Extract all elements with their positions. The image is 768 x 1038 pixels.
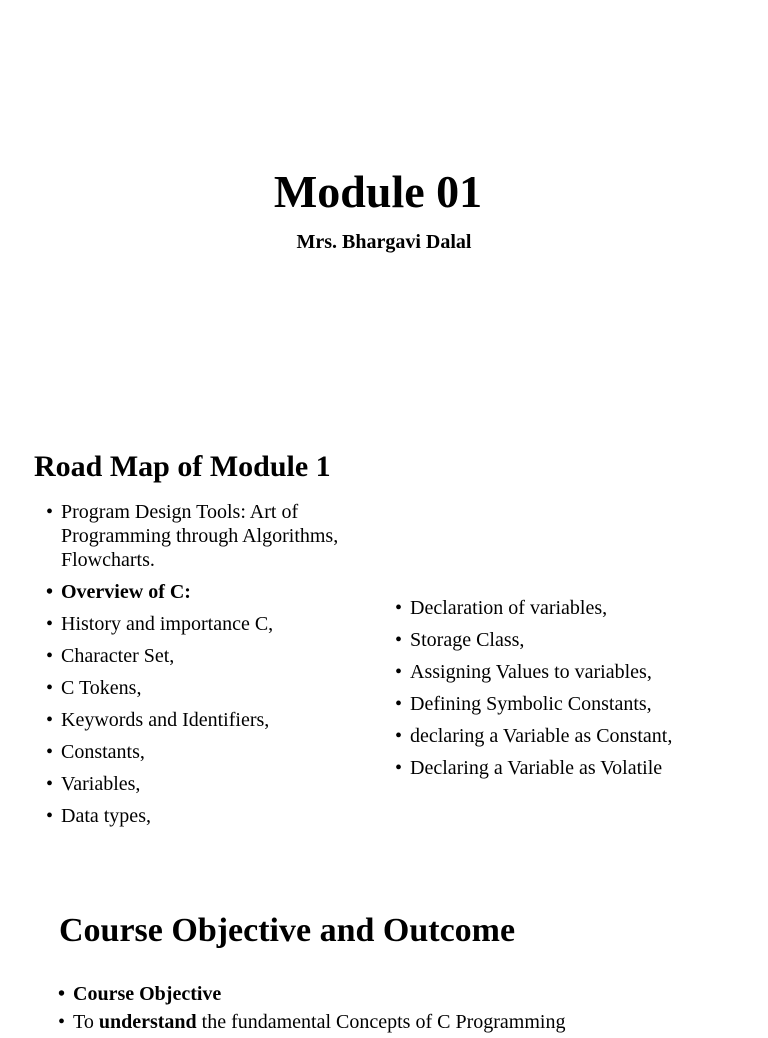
objective-text-prefix: To xyxy=(73,1011,99,1033)
list-item: • Overview of C: xyxy=(46,580,386,604)
list-item: • History and importance C, xyxy=(46,612,386,636)
module-title: Module 01 xyxy=(273,166,483,217)
list-item: • Declaring a Variable as Volatile xyxy=(395,756,755,780)
roadmap-title: Road Map of Module 1 xyxy=(34,450,331,483)
list-item: • Assigning Values to variables, xyxy=(395,660,755,684)
list-item: • Keywords and Identifiers, xyxy=(46,708,386,732)
objective-text-suffix: the fundamental Concepts of C Programming xyxy=(196,1011,566,1033)
list-item: • Declaration of variables, xyxy=(395,596,755,620)
list-item: • declaring a Variable as Constant, xyxy=(395,724,755,748)
roadmap-right-list xyxy=(395,596,755,788)
objective-list xyxy=(58,982,758,1038)
list-item: • Constants, xyxy=(46,740,386,764)
list-item xyxy=(58,1010,758,1034)
author-name: Mrs. Bhargavi Dalal xyxy=(296,231,472,253)
objective-slide xyxy=(0,880,768,1033)
title-slide xyxy=(0,0,768,400)
roadmap-left-list xyxy=(46,500,386,836)
roadmap-slide xyxy=(0,400,768,880)
list-item: • Data types, xyxy=(46,804,386,828)
list-item: • Course Objective xyxy=(58,982,758,1006)
objective-title: Course Objective and Outcome xyxy=(59,912,516,949)
list-item: • C Tokens, xyxy=(46,676,386,700)
list-item: • Variables, xyxy=(46,772,386,796)
list-item: • Storage Class, xyxy=(395,628,755,652)
list-item: • Defining Symbolic Constants, xyxy=(395,692,755,716)
objective-text-emphasis: understand xyxy=(98,1011,197,1033)
list-item: • Character Set, xyxy=(46,644,386,668)
list-item: • Program Design Tools: Art of Programming through Algorithms, Flowcharts. xyxy=(46,500,386,572)
